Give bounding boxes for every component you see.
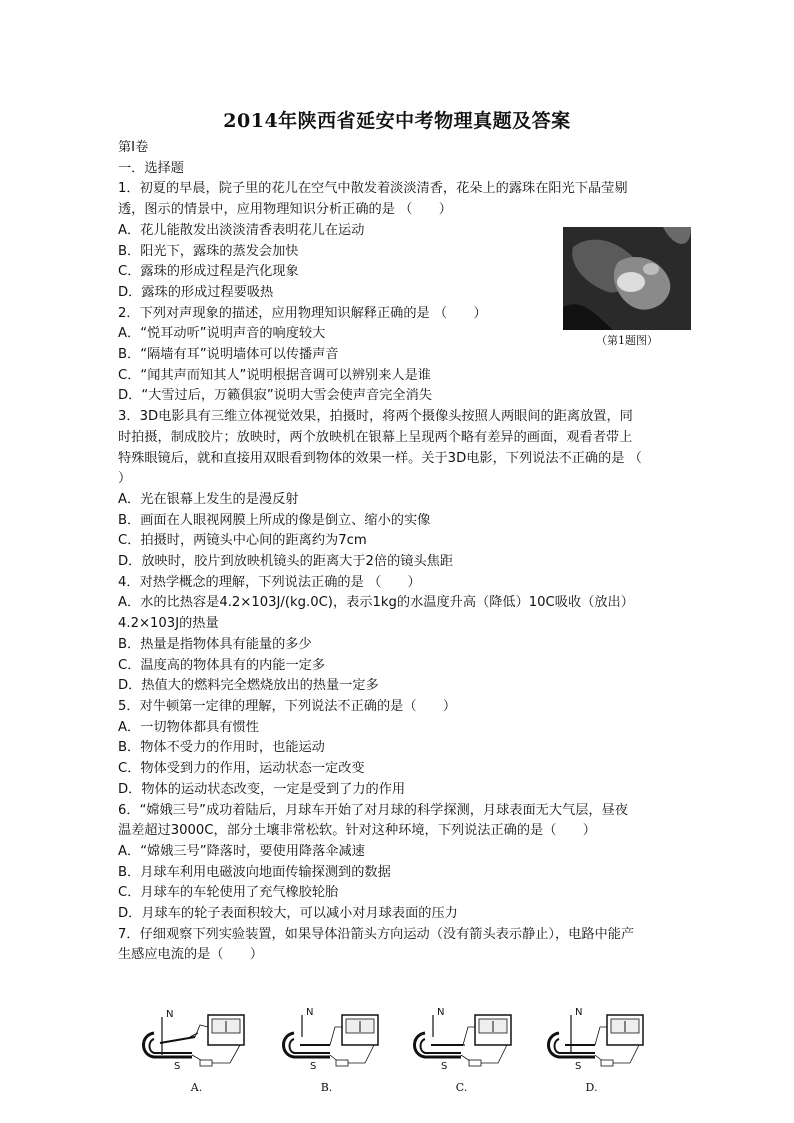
- question-stem: 7．仔细观察下列实验装置，如果导体沿箭头方向运动（没有箭头表示静止），电路中能产: [118, 926, 635, 942]
- question-stem: 2．下列对声现象的描述，应用物理知识解释正确的是 （ ）: [118, 305, 487, 321]
- south-pole-label: S: [310, 1061, 317, 1072]
- question-stem: 4．对热学概念的理解，下列说法正确的是 （ ）: [118, 574, 421, 590]
- dewdrop-photo: [563, 227, 691, 330]
- option-c: C．温度高的物体具有的内能一定多: [118, 657, 326, 673]
- option-c: C．物体受到力的作用，运动状态一定改变: [118, 761, 365, 777]
- north-pole-label: N: [575, 1007, 583, 1018]
- figure-label: D.: [585, 1081, 598, 1094]
- option-d: D．放映时，胶片到放映机镜头的距离大于2倍的镜头焦距: [118, 554, 454, 570]
- option-a: A．光在银幕上发生的是漫反射: [118, 491, 299, 507]
- option-a: A．“悦耳动听”说明声音的响度较大: [118, 326, 326, 342]
- option-d: D．露珠的形成过程要吸热: [118, 284, 274, 300]
- exam-title: 2014年陕西省延安中考物理真题及答案: [223, 110, 571, 132]
- question-7: [118, 925, 678, 966]
- option-c: C．露珠的形成过程是汽化现象: [118, 264, 299, 280]
- option-b: B．热量是指物体具有能量的多少: [118, 636, 312, 652]
- question-stem: 3．3D电影具有三维立体视觉效果，拍摄时，将两个摄像头按照人两眼间的距离放置，同: [118, 409, 633, 425]
- question-stem: 特殊眼镜后，就和直接用双眼看到物体的效果一样。关于3D电影，下列说法不正确的是 （: [118, 450, 642, 466]
- experiment-figures: [140, 1005, 660, 1095]
- figure-label: B.: [320, 1081, 333, 1094]
- question-3: [118, 407, 678, 573]
- figure-label: C.: [455, 1081, 468, 1094]
- option-c: C．拍摄时，两镜头中心间的距离约为7cm: [118, 533, 367, 549]
- figure-d: [535, 1005, 660, 1095]
- option-a-continued: 4.2×103J的热量: [118, 616, 219, 632]
- question-stem: 温差超过3000C，部分土壤非常松软。针对这种环境，下列说法正确的是（ ）: [118, 823, 596, 839]
- option-c: C．“闻其声而知其人”说明根据音调可以辨别来人是谁: [118, 367, 431, 383]
- option-a: A．花儿能散发出淡淡清香表明花儿在运动: [118, 222, 365, 238]
- figure-c: [405, 1005, 530, 1095]
- option-a: A．水的比热容是4.2×103J/(kg.0C)，表示1kg的水温度升高（降低）10C吸收（放出）: [118, 595, 634, 611]
- option-b: B．画面在人眼视网膜上所成的像是倒立、缩小的实像: [118, 512, 431, 528]
- figure-b: [270, 1005, 395, 1095]
- photo-caption: （第1题图）: [596, 334, 658, 347]
- south-pole-label: S: [441, 1061, 448, 1072]
- option-b: B．物体不受力的作用时，也能运动: [118, 740, 325, 756]
- option-d: D．热值大的燃料完全燃烧放出的热量一定多: [118, 678, 379, 694]
- question-6: [118, 801, 678, 925]
- option-a: A．“嫦娥三号”降落时，要使用降落伞减速: [118, 843, 365, 859]
- question-stem: 时拍摄，制成胶片；放映时，两个放映机在银幕上呈现两个略有差异的画面，观看者带上: [118, 429, 633, 445]
- question-5: [118, 697, 678, 801]
- section-heading: 一．选择题: [118, 160, 184, 176]
- north-pole-label: N: [166, 1009, 174, 1020]
- figure-label: A.: [190, 1081, 203, 1094]
- option-d: D．物体的运动状态改变，一定是受到了力的作用: [118, 781, 406, 797]
- south-pole-label: S: [174, 1061, 181, 1072]
- north-pole-label: N: [437, 1007, 445, 1018]
- question-stem: 5．对牛顿第一定律的理解，下列说法不正确的是（ ）: [118, 698, 457, 714]
- south-pole-label: S: [575, 1061, 582, 1072]
- figure-a: [140, 1005, 265, 1095]
- option-b: B．阳光下，露珠的蒸发会加快: [118, 243, 299, 259]
- option-b: B．“隔墙有耳”说明墙体可以传播声音: [118, 347, 339, 363]
- question-stem: 1．初夏的早晨，院子里的花儿在空气中散发着淡淡清香，花朵上的露珠在阳光下晶莹剔: [118, 181, 628, 197]
- option-d: D．“大雪过后，万籁俱寂”说明大雪会使声音完全消失: [118, 388, 432, 404]
- question-stem: 生感应电流的是（ ）: [118, 947, 264, 963]
- option-d: D．月球车的轮子表面积较大，可以减小对月球表面的压力: [118, 906, 458, 922]
- question-stem: 6．“嫦娥三号”成功着陆后，月球车开始了对月球的科学探测，月球表面无大气层，昼夜: [118, 802, 628, 818]
- question-4: [118, 573, 678, 697]
- question-stem: ）: [118, 471, 132, 487]
- option-c: C．月球车的车轮使用了充气橡胶轮胎: [118, 885, 339, 901]
- north-pole-label: N: [306, 1007, 314, 1018]
- question-stem: 透，图示的情景中，应用物理知识分析正确的是 （ ）: [118, 202, 452, 218]
- option-b: B．月球车利用电磁波向地面传输探测到的数据: [118, 864, 391, 880]
- volume-label: 第Ⅰ卷: [118, 140, 149, 155]
- option-a: A．一切物体都具有惯性: [118, 719, 259, 735]
